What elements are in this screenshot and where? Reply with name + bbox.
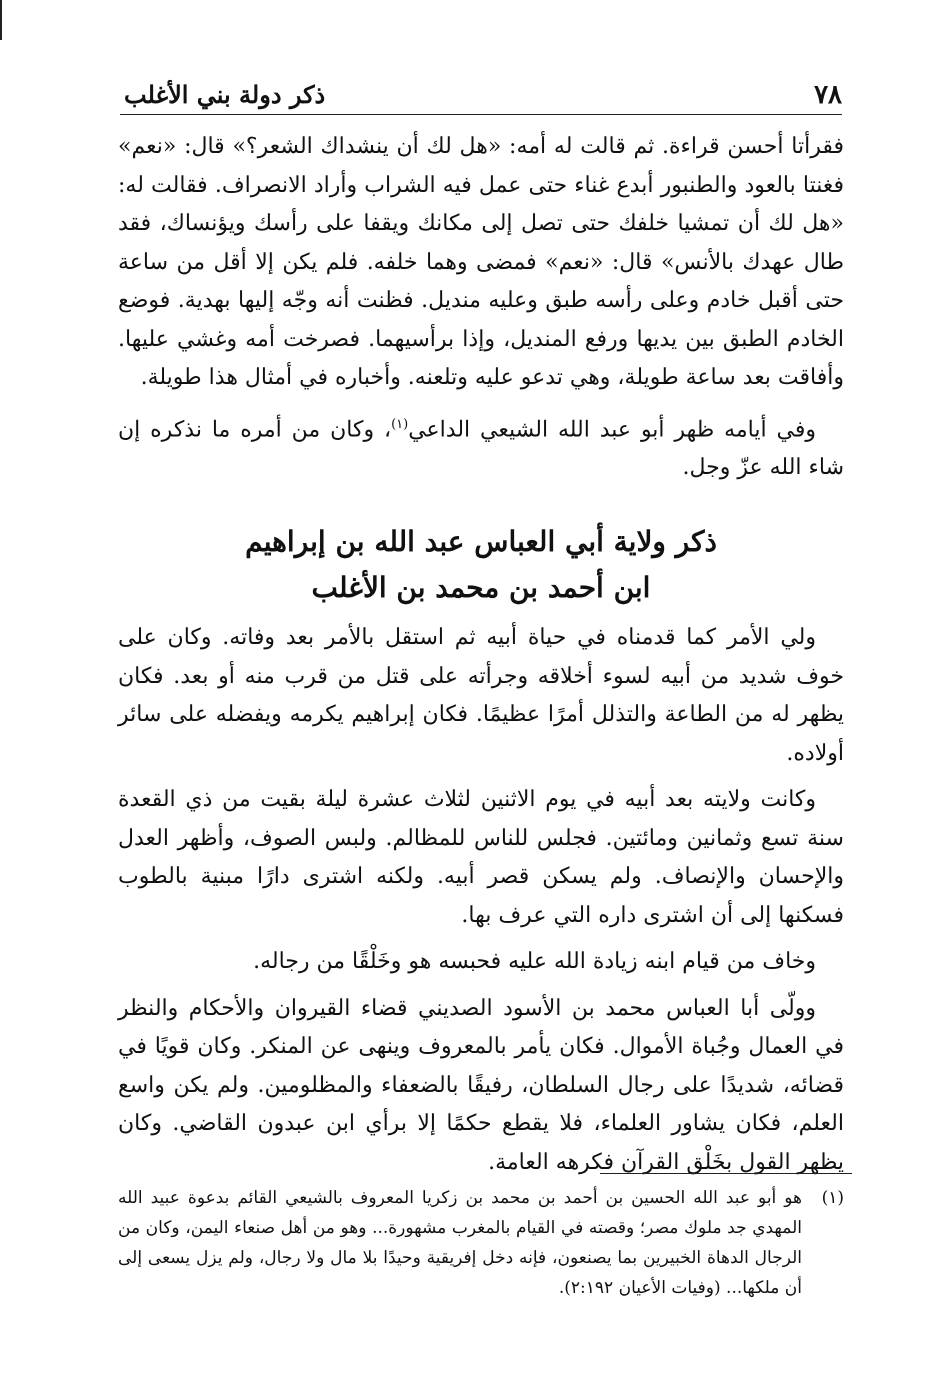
page-number: ٧٨ <box>814 80 842 110</box>
running-title: ذكر دولة بني الأغلب <box>124 80 326 109</box>
paragraph: وخاف من قيام ابنه زيادة الله عليه فحبسه هو وخَلْقًا من رجاله. <box>253 949 816 974</box>
paragraph-text: ، وكان من أمره ما نذكره إن شاء الله عزّ وجل. <box>118 416 844 481</box>
footnote-marker: (١) <box>821 1188 844 1208</box>
paragraph: وولّى أبا العباس محمد بن الأسود الصديني قضاء القيروان والأحكام والنظر في العمال وجُباة الأموال. فكان يأمر بالمعروف وينهى عن المنكر. وكان قويًا في قضائه، شديدًا على رجال السلطان، رفيقًا بالضعفاء والمظلومين. ولم يكن واسع العلم، فكان يشاور العلماء، فلا يقطع حكمًا إلا برأي ابن عبدون القاضي. وكان يظهر القول بخَلْق القرآن فكرهه العامة. <box>118 995 844 1175</box>
section-heading <box>118 519 844 611</box>
paragraph-text: وفي أيامه ظهر أبو عبد الله الشيعي الداعي <box>408 416 816 442</box>
paragraph: وكانت ولايته بعد أبيه في يوم الاثنين لثلاث عشرة ليلة بقيت من ذي القعدة سنة تسع وثمانين ومائتين. فجلس للناس للمظالم. ولبس الصوف، وأظهر العدل والإحسان والإنصاف. ولم يسكن قصر أبيه. ولكنه اشترى دارًا مبنية بالطوب فسكنها إلى أن اشترى داره التي عرف بها. <box>118 787 844 928</box>
paragraph-with-note <box>118 406 844 488</box>
footnote-item <box>118 1183 844 1303</box>
footnote-separator <box>600 1173 852 1174</box>
paragraph: فقرأتا أحسن قراءة. ثم قالت له أمه: «هل لك أن ينشداك الشعر؟» قال: «نعم» فغنتا بالعود والطنبور أبدع غناء حتى عمل فيه الشراب وأراد الانصراف. فقالت له: «هل لك أن تمشيا خلفك حتى تصل إلى مكانك ويقفا على رأسك ويؤنساك، فقد طال عهدك بالأنس» قال: «نعم» فمضى وهما خلفه. فلم يكن إلا أقل من ساعة حتى أقبل خادم وعلى رأسه طبق وعليه منديل. فظنت أنه وجّه إليها بهدية. فوضع الخادم الطبق بين يديها ورفع المنديل، وإذا برأسيهما. فصرخت أمه وغشي عليها. وأفاقت بعد ساعة طويلة، وهي تدعو عليه وتلعنه. وأخباره في أمثال هذا طويلة. <box>118 134 844 390</box>
page-header <box>120 78 842 115</box>
page-edge-line <box>0 0 2 40</box>
heading-line-1: ذكر ولاية أبي العباس عبد الله بن إبراهيم <box>245 525 717 558</box>
heading-line-2: ابن أحمد بن محمد بن الأغلب <box>311 571 651 604</box>
section-1-body <box>118 128 844 488</box>
footnotes <box>118 1183 844 1303</box>
section-2-body <box>118 619 844 1182</box>
paragraph: ولي الأمر كما قدمناه في حياة أبيه ثم استقل بالأمر بعد وفاته. وكان على خوف شديد من أبيه لسوء أخلاقه وجرأته على قتل من قرب منه أو بعد. فكان يظهر له من الطاعة والتذلل أمرًا عظيمًا. فكان إبراهيم يكرمه ويفضله على سائر أولاده. <box>118 625 844 766</box>
footnote-text: هو أبو عبد الله الحسين بن أحمد بن محمد بن زكريا المعروف بالشيعي القائم بدعوة عبيد الله المهدي جد ملوك مصر؛ وقصته في القيام بالمغرب مشهورة... وهو من أهل صنعاء اليمن، وكان من الرجال الدهاة الخبيرين بما يصنعون، فإنه دخل إفريقية وحيدًا بلا مال ولا رجال، ولم يزل يسعى إلى أن ملكها... (وفيات الأعيان ٢:١٩٢). <box>118 1188 802 1298</box>
footnote-reference: (١) <box>391 416 409 432</box>
